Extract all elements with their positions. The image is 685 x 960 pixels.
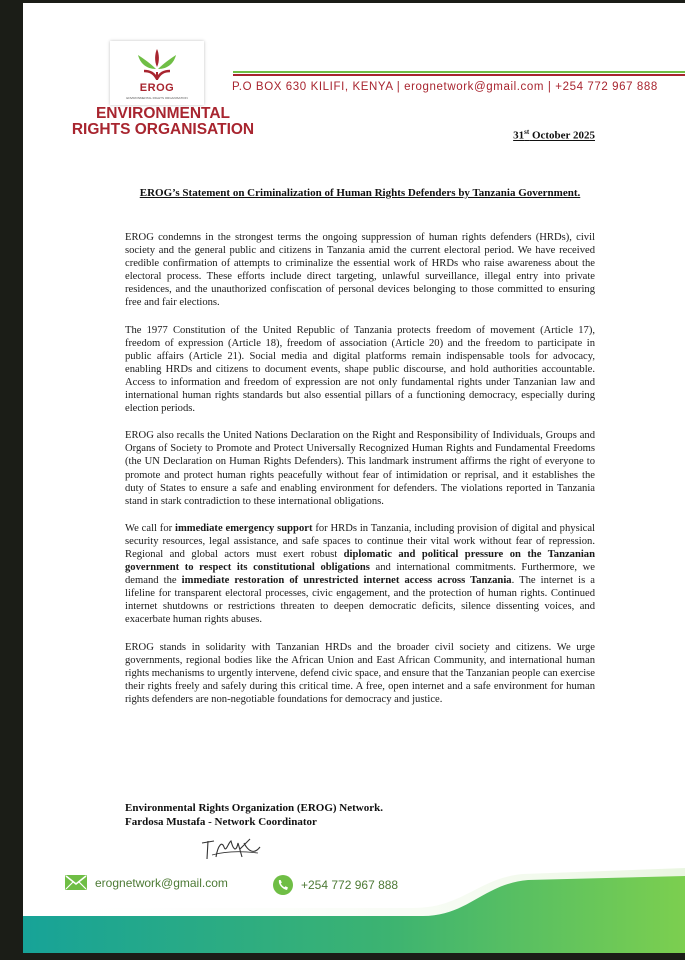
header-contact-line: P.O BOX 630 KILIFI, KENYA | erognetwork@gmail.com | +254 772 967 888 xyxy=(232,81,658,93)
paragraph-2: The 1977 Constitution of the United Republic of Tanzania protects freedom of movement (Article 17), freedom of expression (Article 18), freedom of association (Article 20) and the freedom to participate in public affairs (Article 21). Social media and digital platforms remain indispensable tools for advocacy, enabling HRDs and citizens to document events, shape public discourse, and hold authorities accountable. Access to information and freedom of expression are not only fundamental rights under Tanzanian law and international human rights standards but also essential pillars of a functioning democracy, especially during election periods. xyxy=(125,324,595,415)
p4-bold-diplomatic-pressure: diplomatic and political pressure on the Tanzanian government to respect its constitutional obligations xyxy=(125,548,595,574)
letter-date xyxy=(513,128,595,142)
logo-subtitle: ENVIRONMENTAL RIGHTS ORGANISATION xyxy=(126,96,188,100)
paragraph-1: EROG condemns in the strongest terms the ongoing suppression of human rights defenders (HRDs), civil society and the general public and citizens in Tanzania amid the current electoral period. We have received credible confirmation of attempts to criminalize the essential work of HRDs who raise awareness about the electoral process. These efforts include direct targeting, unlawful surveillance, illegal entry into private residences, and the unauthorized confiscation of personal devices belonging to those committed to ensuring free and fair elections. xyxy=(125,232,595,309)
letter-page xyxy=(23,3,685,953)
date-day: 31 xyxy=(513,129,525,142)
footer-phone[interactable] xyxy=(273,875,398,895)
date-suffix: st xyxy=(524,128,530,136)
p4-text-c: for HRDs in Tanzania, including provision of digital and physical security resources, legal assistance, and safe spaces to continue their vital work without fear of repression. Regional and global actors must exert robust xyxy=(125,522,595,560)
p4-text-g: . The internet is a lifeline for transparent electoral processes, civic engagement, and the protection of human rights. Continued internet shutdowns or restrictions threaten to deepen democratic deficits, silence dissenting voices, and exacerbate human rights abuses. xyxy=(125,575,595,626)
erog-logo xyxy=(110,41,204,105)
statement-body xyxy=(125,231,595,720)
signoff-block xyxy=(125,801,383,829)
p4-bold-internet-restoration: immediate restoration of unrestricted internet access across Tanzania xyxy=(181,575,512,587)
signoff-coordinator: Fardosa Mustafa - Network Coordinator xyxy=(125,816,317,828)
logo-wordmark: EROG xyxy=(139,82,175,94)
paragraph-4 xyxy=(125,522,595,627)
paragraph-3: EROG also recalls the United Nations Declaration on the Right and Responsibility of Individuals, Groups and Organs of Society to Promote and Protect Universally Recognized Human Rights and Fundamental Freedoms (the UN Declaration on Human Rights Defenders). This landmark instrument affirms the right of everyone to promote and protect human rights peacefully without fear of intimidation or reprisal, and it establishes the duty of States to ensure a safe and enabling environment for defenders. The violations reported in Tanzania stand in stark contradiction to these international obligations. xyxy=(125,430,595,507)
signoff-organisation: Environmental Rights Organization (EROG) Network. xyxy=(125,802,383,814)
org-name-line1: ENVIRONMENTAL xyxy=(95,105,231,122)
envelope-icon xyxy=(65,875,87,890)
org-name-line2: RIGHTS ORGANISATION xyxy=(71,121,255,138)
p4-text-a: We call for xyxy=(125,522,175,534)
date-month-year: October 2025 xyxy=(529,129,595,142)
p4-bold-emergency-support: immediate emergency support xyxy=(175,522,313,534)
footer-email-text: erognetwork@gmail.com xyxy=(95,875,228,890)
header-rule-red xyxy=(233,74,685,76)
statement-title: EROG’s Statement on Criminalization of Human Rights Defenders by Tanzania Government. xyxy=(139,187,581,199)
footer-email[interactable] xyxy=(65,875,228,890)
handwritten-signature xyxy=(198,833,268,863)
p4-text-e: and international commitments. Furthermore, we demand the xyxy=(125,562,595,587)
header-rule-green xyxy=(233,71,685,73)
footer-phone-text: +254 772 967 888 xyxy=(301,878,399,892)
paragraph-5: EROG stands in solidarity with Tanzanian HRDs and the broader civil society and citizens. We urge governments, regional bodies like the African Union and East African Community, and international human rights mechanisms to urgently intervene, defend civic space, and ensure that the Tanzanian people can exercise their rights freely and safely during this critical time. A free, open internet and a safe environment for human rights defenders are non-negotiable foundations for democracy and justice. xyxy=(125,641,595,705)
phone-icon xyxy=(273,875,293,895)
organisation-name xyxy=(43,106,283,138)
